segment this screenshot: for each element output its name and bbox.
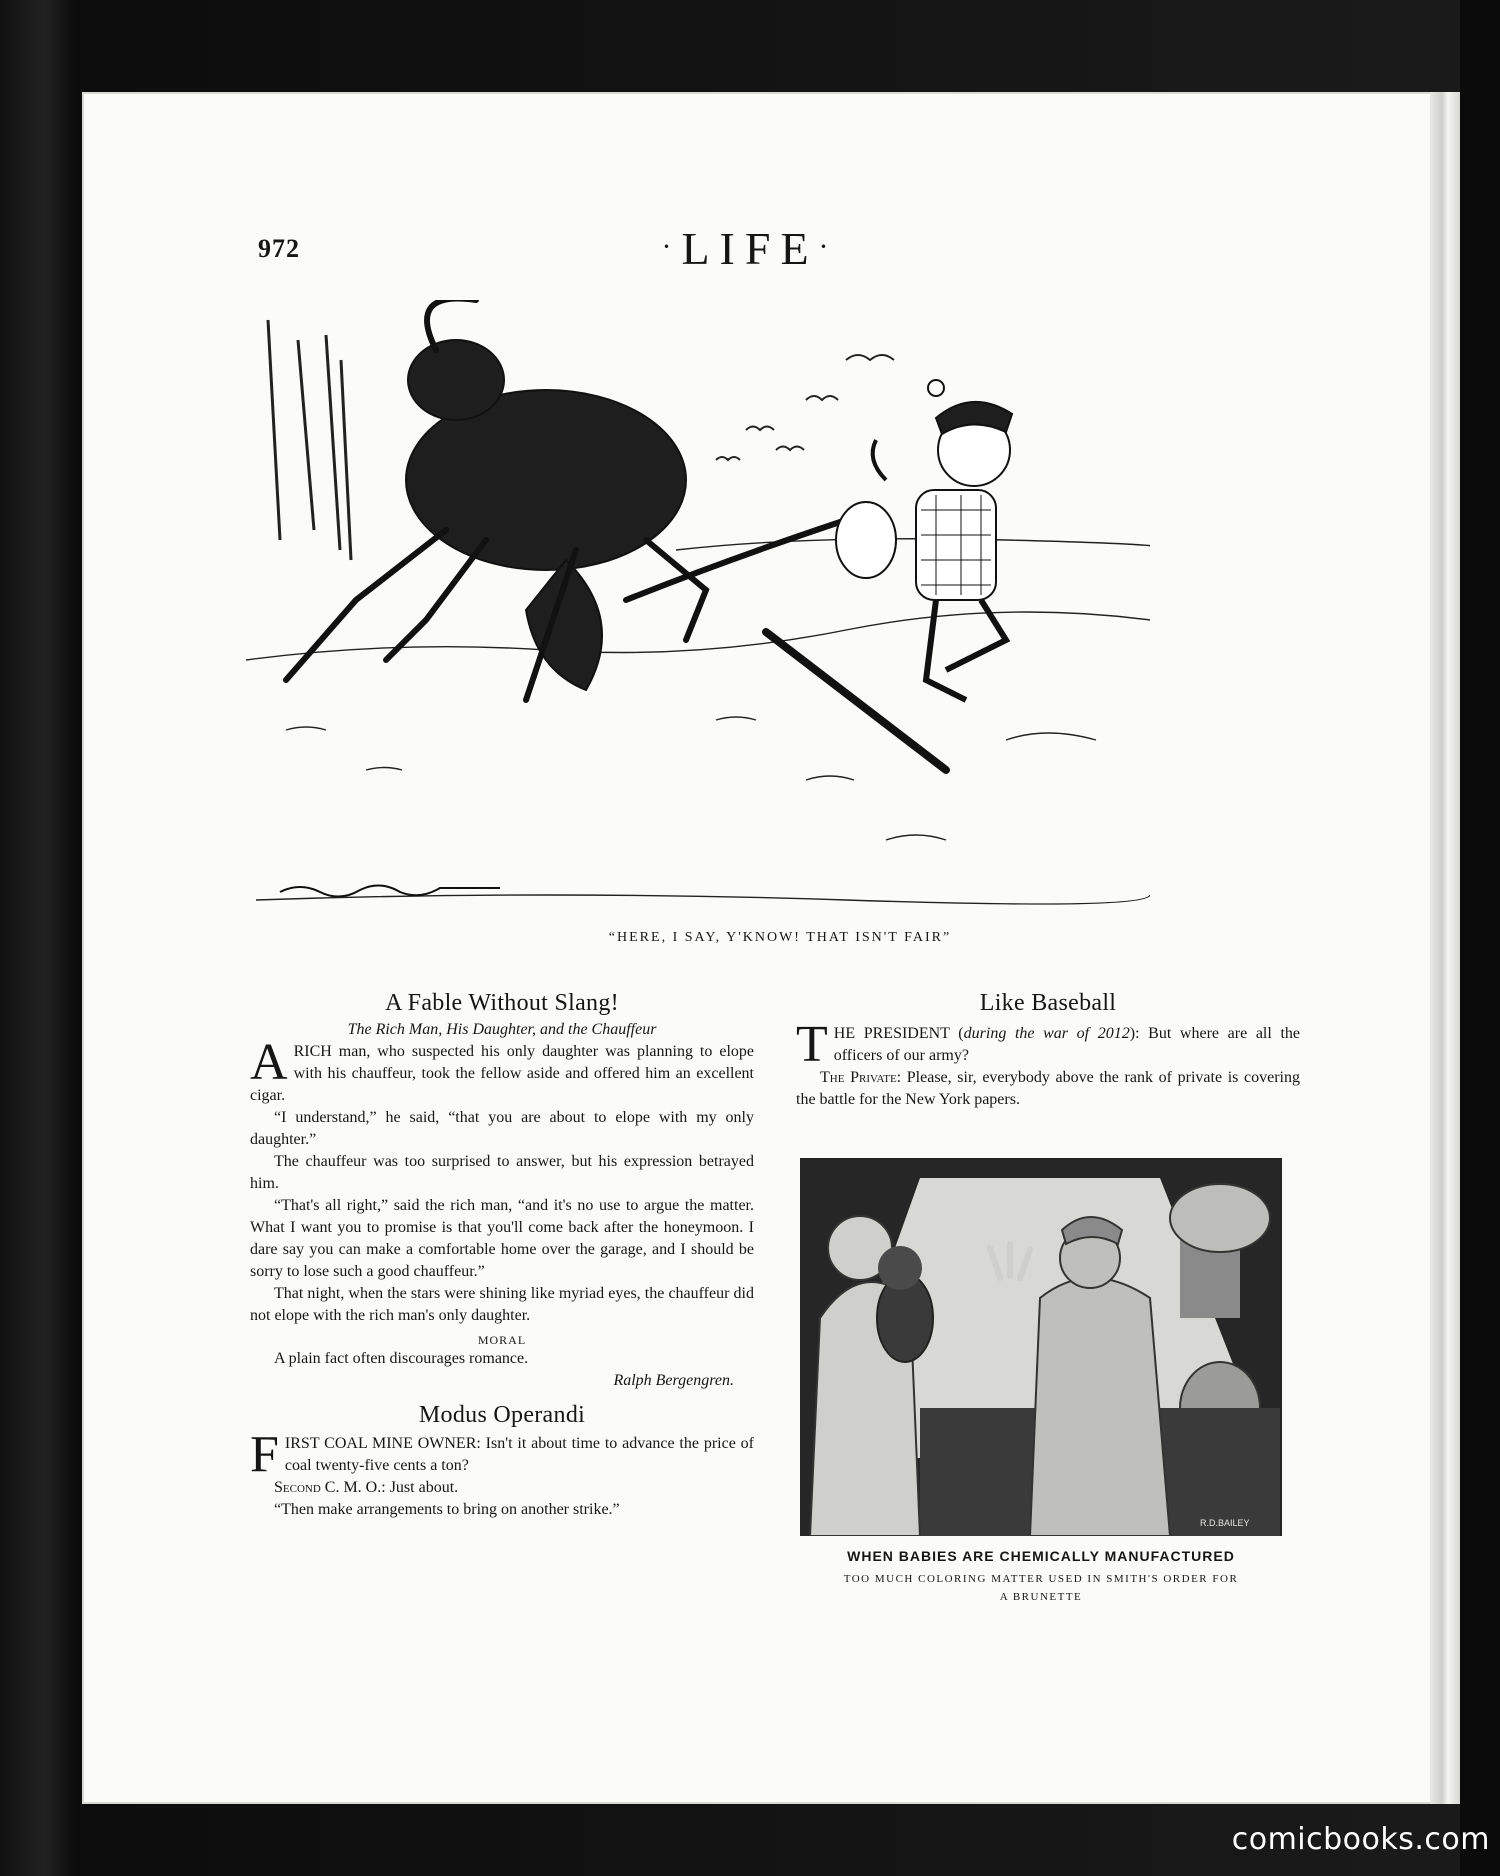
masthead-dot-left: · [661, 230, 682, 264]
cartoon-caption: “HERE, I SAY, Y'KNOW! THAT ISN'T FAIR” [608, 930, 952, 945]
right-column [796, 990, 1300, 1111]
left-column [250, 990, 754, 1521]
masthead-title: LIFE [681, 223, 819, 274]
moral-text: A plain fact often discourages romance. [274, 1350, 529, 1367]
fable-paragraph-4: “That's all right,” said the rich man, “and it's no use to argue the matter. What I want you to promise is that you'll come back after the honeymoon. I dare say you can make a comfortable home over the garage, and I should be sorry to lose such a good chauffeur.” [250, 1197, 754, 1280]
baseball-dropcap: T [796, 1016, 828, 1073]
baseball-speaker-2: The Private: [820, 1069, 902, 1086]
cartoon-illustration [246, 300, 1150, 910]
fable-title: A Fable Without Slang! [385, 990, 619, 1016]
baseball-line-1-start: HE PRESIDENT ( [833, 1025, 964, 1042]
masthead-dot-right: · [818, 230, 839, 264]
modus-paragraph-3: “Then make arrangements to bring on another strike.” [274, 1501, 620, 1518]
baseball-line-1-italic: during the war of 2012 [963, 1025, 1130, 1042]
modus-title: Modus Operandi [418, 1402, 586, 1428]
fable-paragraph-2: “I understand,” he said, “that you are about to elope with my only daughter.” [250, 1109, 754, 1148]
modus-line-2: Just about. [389, 1479, 459, 1496]
fable-paragraph-1-text: RICH man, who suspected his only daughter was planning to elope with his chauffeur, took the fellow aside and offered him an excellent cigar. [250, 1043, 754, 1104]
baseball-line-1-end: ): But where are all the officers of our army? [833, 1025, 1301, 1064]
watermark: comicbooks.com [1231, 1822, 1490, 1857]
page-edge [1430, 92, 1460, 1804]
fable-paragraph-1 [250, 1034, 754, 1107]
moral-label: MORAL [477, 1333, 527, 1347]
modus-line-1: IRST COAL MINE OWNER: Isn't it about time to advance the price of coal twenty-five cents a ton? [284, 1435, 754, 1474]
modus-paragraph-2 [250, 1477, 754, 1499]
baseball-line-2: Please, sir, everybody above the rank of private is covering the battle for the New York papers. [796, 1069, 1300, 1108]
fable-dropcap: A [250, 1034, 288, 1091]
baseball-paragraph-2 [796, 1067, 1300, 1111]
fable-author: Ralph Bergengren. [613, 1372, 734, 1389]
scan-right-edge [1460, 0, 1500, 1876]
fable-subtitle: The Rich Man, His Daughter, and the Chauffeur [347, 1021, 657, 1038]
illustration-signature: R.D.BAILEY [1200, 1518, 1250, 1528]
illustration-caption-sub-2: A BRUNETTE [999, 1591, 1083, 1603]
fable-paragraph-3: The chauffeur was too surprised to answer, but his expression betrayed him. [250, 1153, 754, 1192]
modus-paragraph-1 [250, 1426, 754, 1483]
modus-dropcap: F [250, 1426, 279, 1483]
artist-signature [276, 878, 516, 900]
baseball-title: Like Baseball [979, 990, 1117, 1016]
modus-speaker-2: Second C. M. O.: [274, 1479, 386, 1496]
illustration-caption-main: WHEN BABIES ARE CHEMICALLY MANUFACTURED [847, 1548, 1235, 1564]
baseball-paragraph-1 [796, 1016, 1301, 1073]
illustration-caption [800, 1548, 1282, 1606]
masthead [600, 222, 900, 275]
page-number: 972 [258, 234, 300, 263]
illustration-caption-sub-1: TOO MUCH COLORING MATTER USED IN SMITH'S ORDER FOR [843, 1573, 1239, 1585]
laboratory-illustration [800, 1158, 1282, 1536]
fable-paragraph-5: That night, when the stars were shining like myriad eyes, the chauffeur did not elope with the rich man's only daughter. [250, 1285, 754, 1324]
